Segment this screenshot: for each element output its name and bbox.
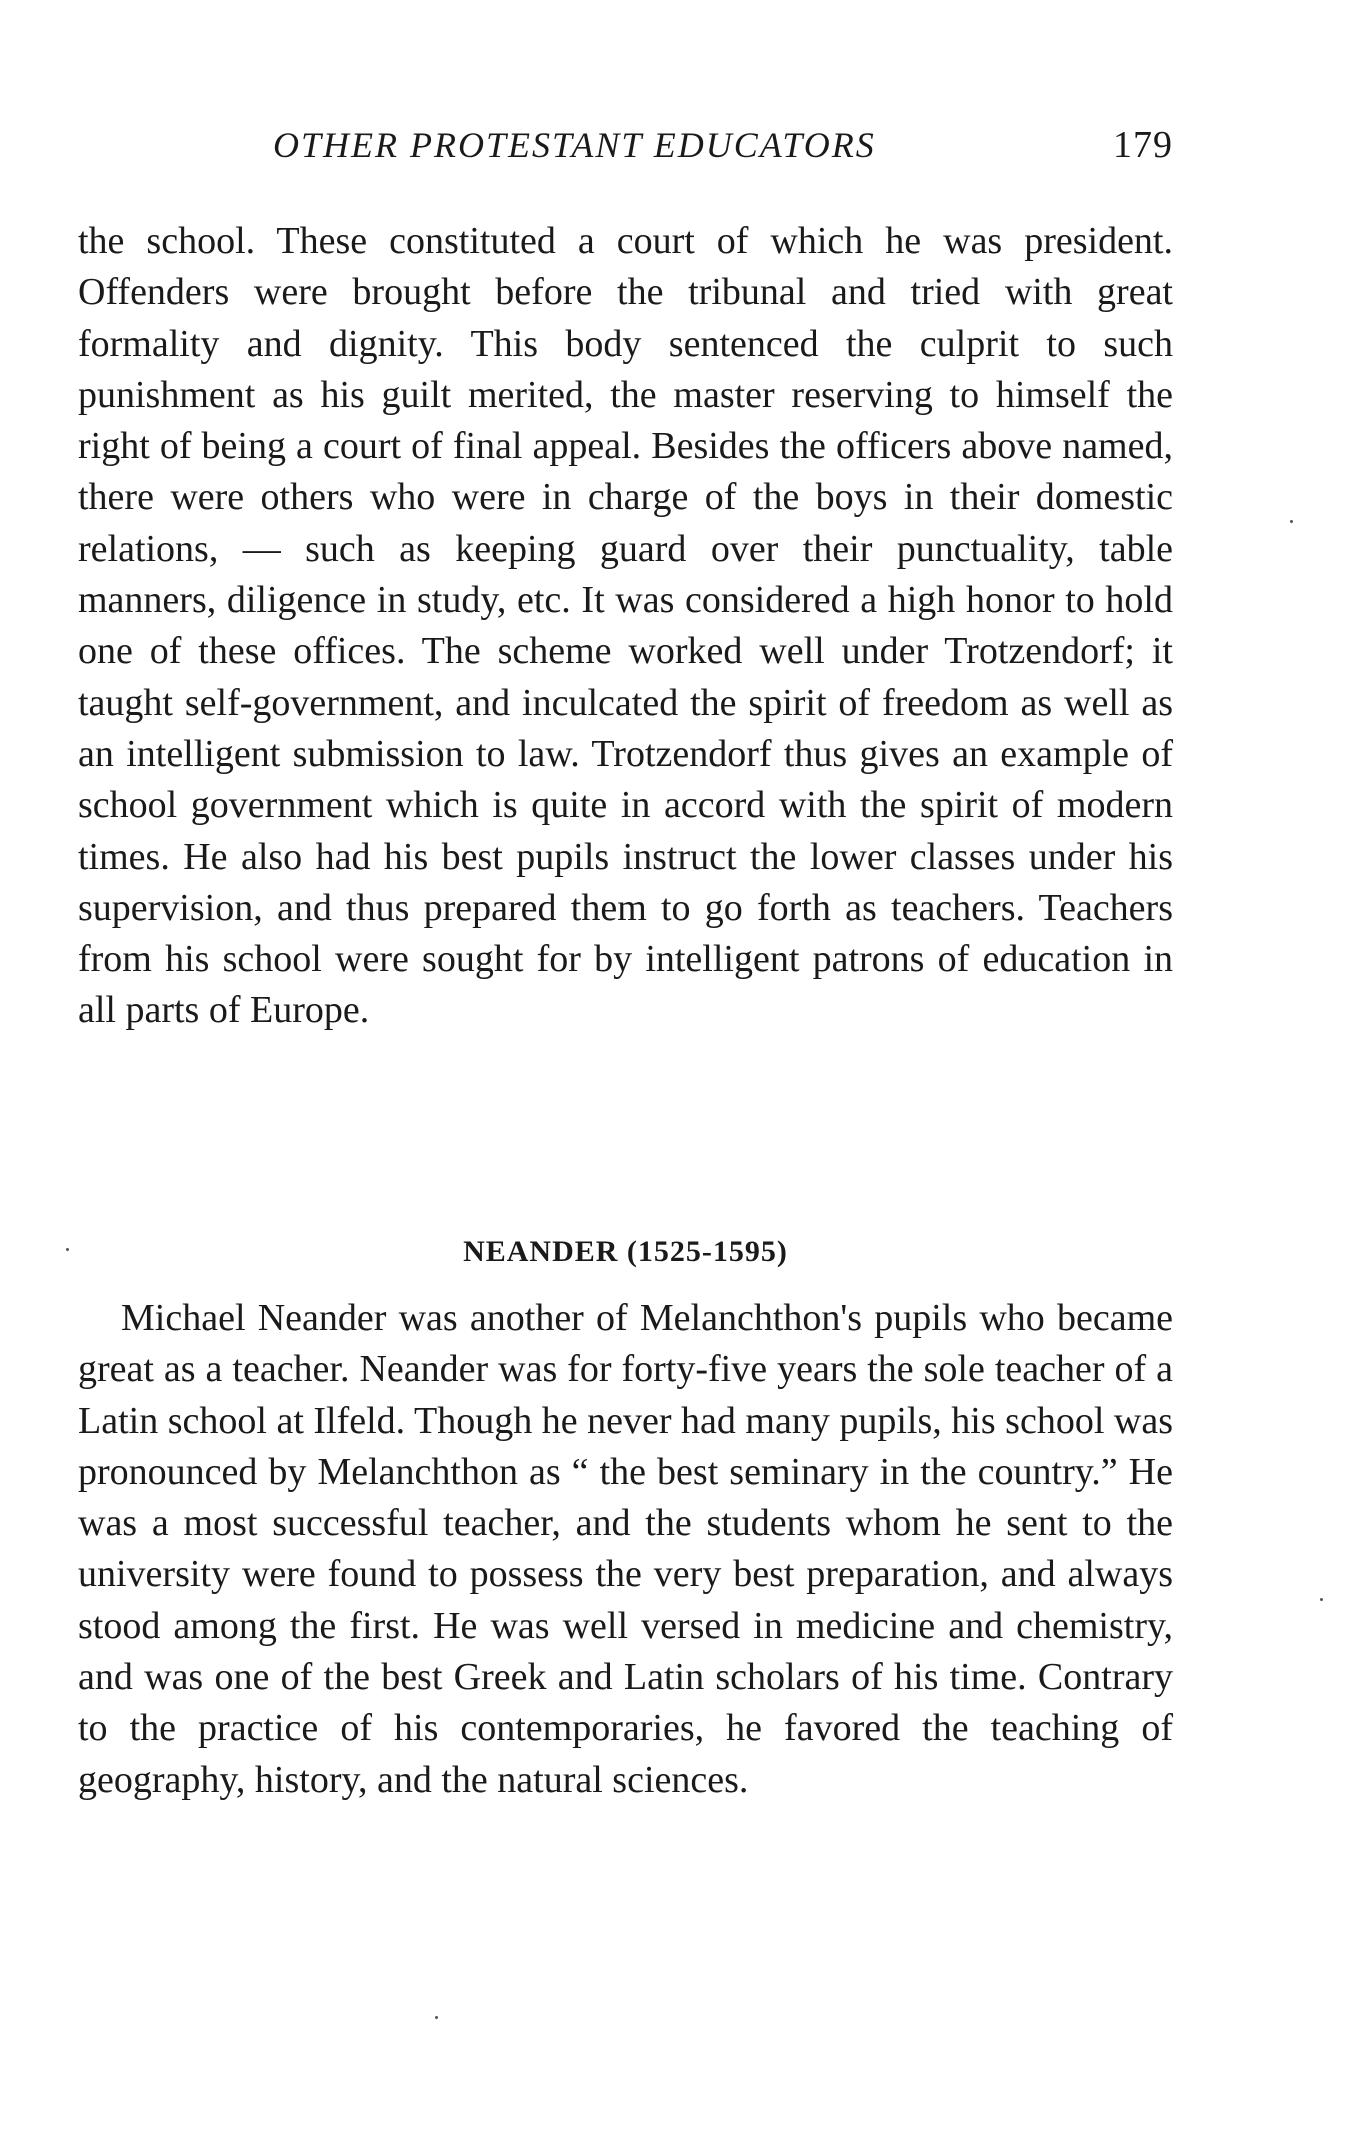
page-number: 179: [1113, 124, 1173, 166]
running-title: OTHER PROTESTANT EDUCATORS: [273, 125, 876, 165]
paper-speck: [66, 1248, 69, 1251]
paragraph-trotzendorf-continued: the school. These constituted a court of which he was president. Offenders were brought before the tribunal and tried with great formality and dignity. This body sentenced the culprit to such punishment as his guilt merited, the master reserving to himself the right of being a court of final appeal. Besides the officers above named, there were others who were in charge of the boys in their domestic relations, — such as keeping guard over their punctuality, table manners, diligence in study, etc. It was considered a high honor to hold one of these offices. The scheme worked well under Trotzendorf; it taught self-government, and inculcated the spirit of freedom as well as an intelligent submission to law. Trotzendorf thus gives an example of school government which is quite in accord with the spirit of modern times. He also had his best pupils instruct the lower classes under his supervision, and thus prepared them to go forth as teachers. Teachers from his school were sought for by intelligent patrons of education in all parts of Europe.: [78, 220, 1173, 1032]
paragraph-neander: Michael Neander was another of Melanchthon's pupils who became great as a teacher. Neander was for forty-five years the sole teacher of a Latin school at Ilfeld. Though he never had many pupils, his school was pronounced by Melanchthon as “ the best seminary in the country.” He was a most successful teacher, and the students whom he sent to the university were found to possess the very best preparation, and always stood among the first. He was well versed in medicine and chemistry, and was one of the best Greek and Latin scholars of his time. Contrary to the practice of his contemporaries, he favored the teaching of geography, history, and the natural sciences.: [78, 1297, 1173, 1801]
paper-speck: [435, 2016, 438, 2019]
section-heading-neander: NEANDER (1525-1595): [463, 1235, 788, 1268]
paper-speck: [1290, 520, 1293, 523]
running-head: [78, 120, 1173, 170]
book-page: [78, 0, 1173, 2136]
paper-speck: [1320, 1598, 1323, 1601]
